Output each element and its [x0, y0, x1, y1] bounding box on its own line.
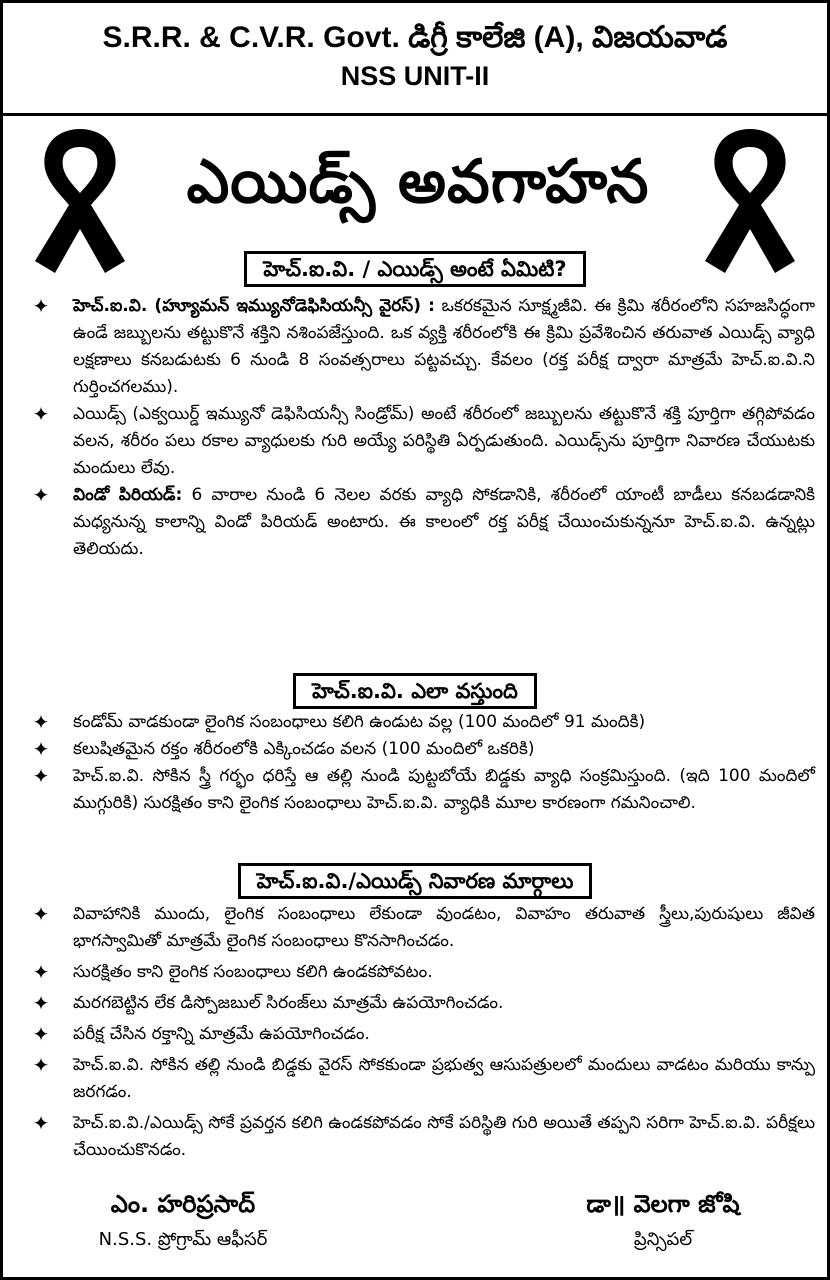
unit-name: NSS UNIT-II	[340, 61, 490, 91]
section-what-is-hiv	[31, 293, 815, 563]
signature-name: ఎం. హరిప్రసాద్	[110, 1190, 256, 1218]
section-heading-what-is-hiv: హెచ్.ఐ.వి. / ఎయిడ్స్ అంటే ఏమిటి?	[244, 251, 585, 287]
signature-role: N.S.S. ప్రోగ్రామ్ ఆఫీసర్	[98, 1229, 268, 1250]
item-text: ఒకరకమైన సూక్ష్మజీవి. ఈ క్రిమి శరీరంలోని సహజసిద్ధంగా ఉండే జబ్బులను తట్టుకొనే శక్తిని నశింపజేస్తుంది. ఒక వ్యక్తి శరీరంలోకి ఈ క్రిమి ప్రవేశించిన తరువాత ఎయిడ్స్ వ్యాధి లక్షణాలు కనబడుటకు 6 నుండి 8 సంవత్సరాలు పట్టవచ్చు. కేవలం (రక్త పరీక్ష ద్వారా మాత్రమే హెచ్.ఐ.వి.ని గుర్తించగలము).	[73, 296, 815, 397]
list-item	[31, 901, 815, 955]
list-item	[31, 401, 815, 482]
four-point-star-icon: ✦	[32, 402, 50, 426]
four-point-star-icon: ✦	[32, 1053, 50, 1077]
section-heading-how-hiv-spreads: హెచ్.ఐ.వి. ఎలా వస్తుంది	[293, 673, 537, 709]
list-item	[31, 1052, 815, 1106]
list-item	[31, 709, 815, 736]
list-item	[31, 763, 815, 817]
item-text: హెచ్.ఐ.వి. సోకిన తల్లి నుండి బిడ్డకు వైరస్ సోకకుండా ప్రభుత్వ ఆసుపత్రులలో మందులు వాడటం మరియు కాన్పు జరగడం.	[73, 1055, 815, 1102]
item-text: మరగబెట్టిన లేక డిస్పోజబుల్ సిరంజ్‌లు మాత్రమే ఉపయోగించడం.	[73, 993, 504, 1013]
item-text: హెచ్.ఐ.వి. సోకిన స్త్రీ గర్భం ధరిస్తే ఆ తల్లి నుండి పుట్టబోయే బిడ్డకు వ్యాధి సంక్రమిస్తుంది. (ఇది 100 మందిలో ముగ్గురికి) సురక్షితం కాని లైంగిక సంబంధాలు హెచ్.ఐ.వి. వ్యాధికి మూల కారణంగా గమనించాలి.	[73, 766, 815, 813]
four-point-star-icon: ✦	[32, 991, 50, 1015]
signature-principal	[523, 1187, 803, 1255]
college-name: S.R.R. & C.V.R. Govt. డిగ్రీ కాలేజి (A), విజయవాడ	[102, 21, 728, 54]
poster-title: ఎయిడ్స్ అవగాహన	[186, 147, 650, 217]
item-text: కలుషితమైన రక్తం శరీరంలోకి ఎక్కించడం వలన (100 మందిలో ఒకరికి)	[73, 739, 535, 759]
item-lead: విండో పిరియడ్:	[73, 485, 183, 505]
section-prevention	[31, 901, 815, 1168]
header	[3, 3, 827, 116]
list-item	[31, 1021, 815, 1048]
item-lead: హెచ్.ఐ.వి. (హ్యూమన్ ఇమ్యునోడెఫిసియన్సీ వైరస్) :	[73, 296, 435, 316]
item-text: పరీక్ష చేసిన రక్తాన్ని మాత్రమే ఉపయోగించడం.	[73, 1024, 370, 1044]
four-point-star-icon: ✦	[32, 902, 50, 926]
section-heading-prevention: హెచ్.ఐ.వి./ఎయిడ్స్ నివారణ మార్గాలు	[238, 863, 593, 899]
section-heading-wrapper	[3, 251, 827, 287]
signature-role: ప్రిన్సిపల్	[633, 1229, 693, 1250]
section-heading-wrapper	[3, 863, 827, 899]
section-heading-wrapper	[3, 673, 827, 709]
item-text: హెచ్.ఐ.వి./ఎయిడ్స్ సోకే ప్రవర్తన కలిగి ఉండకపోవడం సోకే పరిస్థితి గురి అయితే తప్పని సరిగా హెచ్.ఐ.వి. పరీక్షలు చేయించుకొనడం.	[73, 1113, 815, 1160]
item-text: ఎయిడ్స్ (ఎక్వయిర్డ్ ఇమ్యునో డెఫిసియన్సీ సిండ్రోమ్) అంటే శరీరంలో జబ్బులను తట్టుకొనే శక్తి పూర్తిగా తగ్గిపోవడం వలన, శరీరం పలు రకాల వ్యాధులకు గురి అయ్యే పరిస్థితి ఏర్పడుతుంది. ఎయిడ్స్‌ను పూర్తిగా నివారణ చేయుటకు మందులు లేవు.	[73, 404, 815, 478]
four-point-star-icon: ✦	[32, 1022, 50, 1046]
item-text: కండోమ్ వాడకుండా లైంగిక సంబంధాలు కలిగి ఉండుట వల్ల (100 మందిలో 91 మందికి)	[73, 712, 646, 732]
four-point-star-icon: ✦	[32, 960, 50, 984]
four-point-star-icon: ✦	[32, 294, 50, 318]
list-item	[31, 736, 815, 763]
list-item	[31, 482, 815, 563]
item-text: 6 వారాల నుండి 6 నెలల వరకు వ్యాధి సోకడానికి, శరీరంలో యాంటీ బాడీలు కనబడడానికి మధ్యనున్న కాలాన్ని విండో పిరియడ్ అంటారు. ఈ కాలంలో రక్త పరీక్ష చేయించుకున్ననూ హెచ్.ఐ.వి. ఉన్నట్లు తెలియదు.	[73, 485, 816, 559]
four-point-star-icon: ✦	[32, 1111, 50, 1135]
four-point-star-icon: ✦	[32, 710, 50, 734]
section-how-hiv-spreads	[31, 709, 815, 817]
four-point-star-icon: ✦	[32, 764, 50, 788]
four-point-star-icon: ✦	[32, 737, 50, 761]
list-item	[31, 1110, 815, 1164]
list-item	[31, 959, 815, 986]
item-text: సురక్షితం కాని లైంగిక సంబంధాలు కలిగి ఉండకపోవటం.	[73, 962, 433, 982]
list-item	[31, 293, 815, 401]
list-item	[31, 990, 815, 1017]
signature-program-officer	[33, 1187, 333, 1255]
four-point-star-icon: ✦	[32, 483, 50, 507]
signature-name: డా॥ వెలగా జోషి	[586, 1190, 740, 1218]
item-text: వివాహానికి ముందు, లైంగిక సంబంధాలు లేకుండా వుండటం, వివాహం తరువాత స్త్రీలు,పురుషులు జీవిత భాగస్వామితో మాత్రమే లైంగిక సంబంధాలు కొనసాగించడం.	[73, 904, 815, 951]
